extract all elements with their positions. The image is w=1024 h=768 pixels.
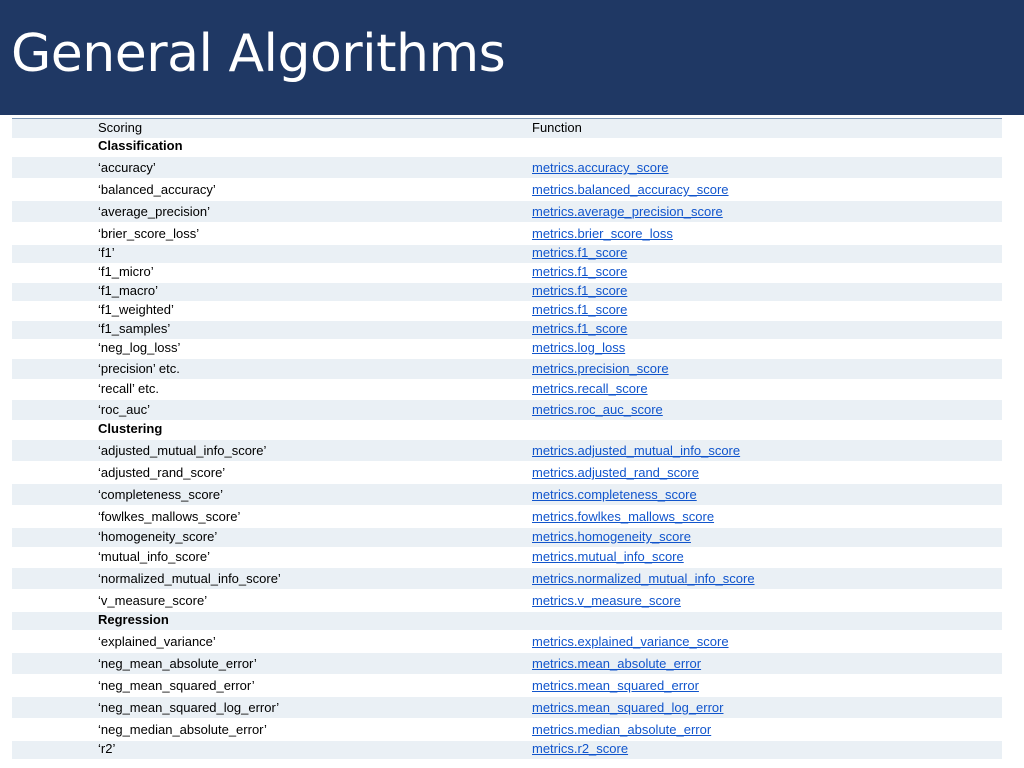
function-link[interactable]: metrics.v_measure_score xyxy=(532,593,681,608)
function-link[interactable]: metrics.homogeneity_score xyxy=(532,529,691,544)
function-link[interactable]: metrics.f1_score xyxy=(532,321,628,336)
scoring-name: ‘average_precision’ xyxy=(98,204,211,219)
scoring-name: ‘neg_mean_squared_error’ xyxy=(98,678,255,693)
scoring-name: ‘adjusted_mutual_info_score’ xyxy=(98,443,267,458)
section-heading: Classification xyxy=(98,138,183,153)
function-link[interactable]: metrics.completeness_score xyxy=(532,487,697,502)
column-header-function: Function xyxy=(532,120,582,135)
function-link[interactable]: metrics.adjusted_mutual_info_score xyxy=(532,443,741,458)
function-link[interactable]: metrics.r2_score xyxy=(532,741,629,756)
function-link[interactable]: metrics.f1_score xyxy=(532,302,628,317)
function-link[interactable]: metrics.brier_score_loss xyxy=(532,226,673,241)
scoring-name: ‘neg_median_absolute_error’ xyxy=(98,722,267,737)
table-section-row xyxy=(12,421,1002,440)
function-link[interactable]: metrics.precision_score xyxy=(532,361,669,376)
scoring-name: ‘fowlkes_mallows_score’ xyxy=(98,509,241,524)
table-row xyxy=(12,223,1002,245)
function-link[interactable]: metrics.mutual_info_score xyxy=(532,549,684,564)
table-row xyxy=(12,157,1002,179)
scoring-name: ‘f1_samples’ xyxy=(98,321,171,336)
scoring-name: ‘recall’ etc. xyxy=(98,381,159,396)
table-row xyxy=(12,302,1002,321)
table-row xyxy=(12,568,1002,590)
table-row xyxy=(12,245,1002,264)
scoring-name: ‘mutual_info_score’ xyxy=(98,549,211,564)
function-link[interactable]: metrics.explained_variance_score xyxy=(532,634,729,649)
scoring-name: ‘neg_log_loss’ xyxy=(98,340,181,355)
function-link[interactable]: metrics.average_precision_score xyxy=(532,204,723,219)
title-bar xyxy=(0,0,1024,115)
table-row xyxy=(12,653,1002,675)
scoring-name: ‘explained_variance’ xyxy=(98,634,216,649)
function-link[interactable]: metrics.accuracy_score xyxy=(532,160,669,175)
scoring-name: ‘roc_auc’ xyxy=(98,402,151,417)
function-link[interactable]: metrics.recall_score xyxy=(532,381,648,396)
function-link[interactable]: metrics.mean_squared_log_error xyxy=(532,700,724,715)
function-link[interactable]: metrics.adjusted_rand_score xyxy=(532,465,699,480)
table-row xyxy=(12,359,1002,380)
function-link[interactable]: metrics.f1_score xyxy=(532,245,628,260)
scoring-name: ‘normalized_mutual_info_score’ xyxy=(98,571,281,586)
scoring-name: ‘f1_micro’ xyxy=(98,264,154,279)
table-row xyxy=(12,697,1002,719)
function-link[interactable]: metrics.f1_score xyxy=(532,283,628,298)
scoring-name: ‘f1’ xyxy=(98,245,115,260)
scoring-name: ‘balanced_accuracy’ xyxy=(98,182,216,197)
table-row xyxy=(12,462,1002,484)
table-row xyxy=(12,484,1002,506)
table-row xyxy=(12,719,1002,741)
function-link[interactable]: metrics.f1_score xyxy=(532,264,628,279)
section-heading: Regression xyxy=(98,612,169,627)
function-link[interactable]: metrics.normalized_mutual_info_score xyxy=(532,571,755,586)
column-header-scoring: Scoring xyxy=(98,120,143,135)
scoring-table xyxy=(12,118,1002,760)
scoring-name: ‘f1_macro’ xyxy=(98,283,158,298)
section-heading: Clustering xyxy=(98,421,163,436)
function-link[interactable]: metrics.median_absolute_error xyxy=(532,722,712,737)
function-link[interactable]: metrics.balanced_accuracy_score xyxy=(532,182,729,197)
table-row xyxy=(12,179,1002,201)
scoring-name: ‘adjusted_rand_score’ xyxy=(98,465,226,480)
table-row xyxy=(12,590,1002,612)
scoring-name: ‘neg_mean_absolute_error’ xyxy=(98,656,257,671)
table-row xyxy=(12,283,1002,302)
scoring-name: ‘precision’ etc. xyxy=(98,361,180,376)
table-row xyxy=(12,675,1002,697)
table-row xyxy=(12,380,1002,400)
table-row xyxy=(12,400,1002,421)
scoring-name: ‘completeness_score’ xyxy=(98,487,224,502)
table-row xyxy=(12,548,1002,568)
table-row xyxy=(12,321,1002,340)
scoring-name: ‘accuracy’ xyxy=(98,160,156,175)
table-header-row xyxy=(12,119,1002,139)
scoring-name: ‘v_measure_score’ xyxy=(98,593,208,608)
table-row xyxy=(12,631,1002,653)
function-link[interactable]: metrics.log_loss xyxy=(532,340,626,355)
slide-title: General Algorithms xyxy=(11,24,506,84)
scoring-name: ‘neg_mean_squared_log_error’ xyxy=(98,700,280,715)
table-row xyxy=(12,264,1002,283)
function-link[interactable]: metrics.mean_squared_error xyxy=(532,678,699,693)
table-row xyxy=(12,440,1002,462)
table-row xyxy=(12,201,1002,223)
table-row xyxy=(12,528,1002,548)
table-row xyxy=(12,340,1002,359)
table-row xyxy=(12,741,1002,760)
table-section-row xyxy=(12,612,1002,631)
scoring-name: ‘r2’ xyxy=(98,741,116,756)
table-row xyxy=(12,506,1002,528)
function-link[interactable]: metrics.roc_auc_score xyxy=(532,402,663,417)
scoring-name: ‘brier_score_loss’ xyxy=(98,226,200,241)
function-link[interactable]: metrics.mean_absolute_error xyxy=(532,656,702,671)
scoring-name: ‘f1_weighted’ xyxy=(98,302,174,317)
scoring-name: ‘homogeneity_score’ xyxy=(98,529,218,544)
function-link[interactable]: metrics.fowlkes_mallows_score xyxy=(532,509,715,524)
table-section-row xyxy=(12,139,1002,157)
